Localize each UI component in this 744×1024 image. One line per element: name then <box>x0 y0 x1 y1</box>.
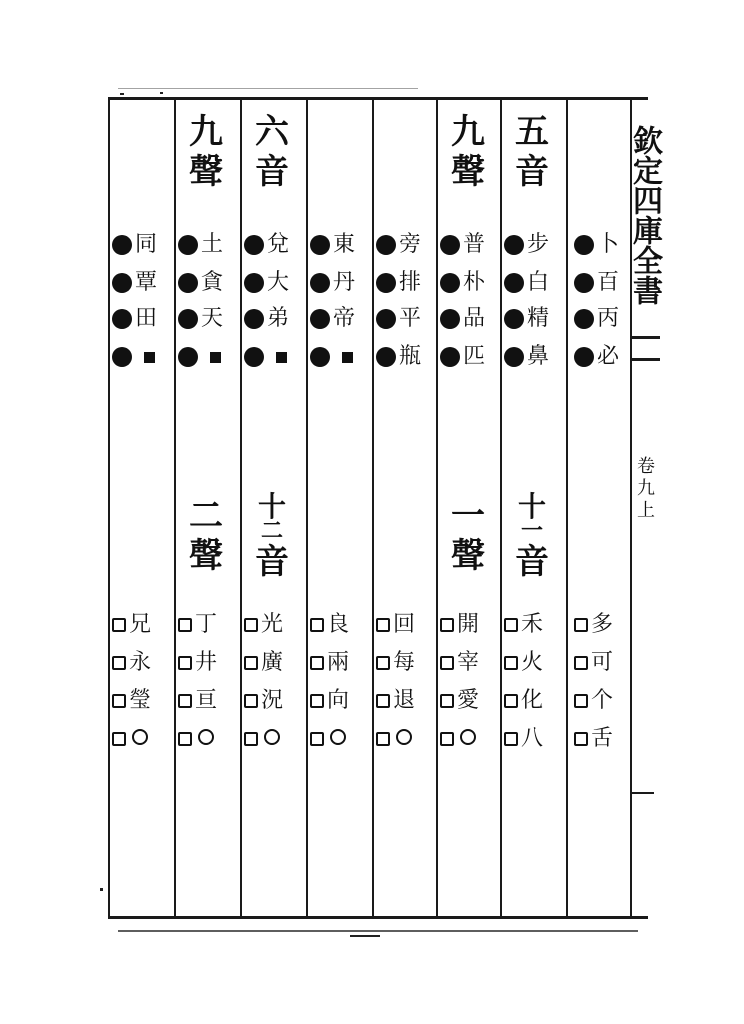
filled-circle-icon <box>244 347 264 367</box>
table-row <box>440 266 488 300</box>
heading-char: 九 <box>189 112 223 152</box>
empty-circle-icon <box>454 722 482 756</box>
empty-square-icon <box>310 732 324 746</box>
rhyme-character: 白 <box>526 270 549 295</box>
column-subheading <box>174 496 238 576</box>
table-row <box>376 646 418 680</box>
scan-speck <box>100 888 103 891</box>
empty-square-icon <box>440 694 454 708</box>
empty-circle-icon <box>198 729 214 745</box>
column-heading <box>174 112 238 192</box>
filled-square-icon <box>210 352 221 363</box>
table-row <box>310 266 358 300</box>
rhyme-character: 化 <box>520 688 543 713</box>
empty-circle-icon <box>126 722 154 756</box>
heading-char: 二 <box>189 496 223 536</box>
scan-speck <box>160 92 163 94</box>
rhyme-character: 舌 <box>590 726 613 751</box>
table-row <box>440 646 482 680</box>
rhyme-character: 退 <box>392 688 415 713</box>
table-row <box>310 302 358 336</box>
table-row <box>574 228 622 262</box>
rhyme-character: 八 <box>520 726 543 751</box>
heading-char: 一 <box>451 496 485 536</box>
rhyme-character: 可 <box>590 650 613 675</box>
table-row <box>440 228 488 262</box>
filled-circle-icon <box>504 273 524 293</box>
empty-square-icon <box>376 732 390 746</box>
heading-char: 聲 <box>451 536 485 576</box>
table-row <box>244 340 292 374</box>
column-subheading <box>436 496 500 576</box>
rhyme-character: 普 <box>462 232 485 257</box>
table-row <box>310 646 352 680</box>
column-divider <box>372 100 374 918</box>
rhyme-character: 大 <box>266 270 289 295</box>
table-row <box>112 340 160 374</box>
rhyme-character: 同 <box>134 232 157 257</box>
empty-square-icon <box>178 694 192 708</box>
filled-circle-icon <box>244 309 264 329</box>
rhyme-character: 永 <box>128 650 151 675</box>
table-row <box>376 228 424 262</box>
rhyme-character: 光 <box>260 612 283 637</box>
table-row <box>244 608 286 642</box>
rhyme-character: 向 <box>326 688 349 713</box>
empty-square-icon <box>244 618 258 632</box>
empty-circle-icon <box>390 722 418 756</box>
filled-square-icon <box>144 352 155 363</box>
heading-char: 六 <box>255 112 289 152</box>
table-row <box>574 722 616 756</box>
empty-square-icon <box>440 732 454 746</box>
table-row <box>112 266 160 300</box>
table-row <box>112 302 160 336</box>
rhyme-character: 火 <box>520 650 543 675</box>
empty-circle-icon <box>192 722 220 756</box>
rhyme-character: 弟 <box>266 306 289 331</box>
table-row <box>504 646 546 680</box>
volume-label <box>634 456 658 522</box>
table-row <box>440 722 482 756</box>
heading-char: 九 <box>451 112 485 152</box>
table-row <box>504 266 552 300</box>
filled-circle-icon <box>244 235 264 255</box>
empty-square-icon <box>178 618 192 632</box>
heading-char: 聲 <box>451 152 485 192</box>
table-row <box>376 684 418 718</box>
rhyme-character: 廣 <box>260 650 283 675</box>
table-row <box>504 608 546 642</box>
empty-square-icon <box>112 656 126 670</box>
table-row <box>112 722 154 756</box>
table-row <box>574 684 616 718</box>
empty-square-icon <box>376 656 390 670</box>
empty-circle-icon <box>324 722 352 756</box>
table-row <box>112 228 160 262</box>
rhyme-character: 貪 <box>200 270 223 295</box>
heading-char: 音 <box>515 152 549 192</box>
rhyme-character: 東 <box>332 232 355 257</box>
filled-circle-icon <box>310 347 330 367</box>
table-row <box>178 646 220 680</box>
heading-char: 音 <box>255 542 289 582</box>
column-heading <box>500 112 564 192</box>
heading-char: 二 <box>260 518 283 544</box>
table-row <box>574 266 622 300</box>
rhyme-character: 平 <box>398 306 421 331</box>
column-divider <box>306 100 308 918</box>
table-row <box>376 722 418 756</box>
title-bar-rule <box>632 336 660 339</box>
table-row <box>310 722 352 756</box>
rhyme-character: 鼻 <box>526 344 549 369</box>
empty-square-icon <box>310 656 324 670</box>
table-row <box>310 684 352 718</box>
rhyme-character: 朴 <box>462 270 485 295</box>
filled-circle-icon <box>178 347 198 367</box>
side-rule <box>632 792 654 794</box>
table-row <box>574 608 616 642</box>
volume-char: 上 <box>637 500 655 521</box>
rhyme-character: 旁 <box>398 232 421 257</box>
filled-circle-icon <box>504 235 524 255</box>
empty-square-icon <box>574 618 588 632</box>
rhyme-character: 兄 <box>128 612 151 637</box>
rhyme-character: 多 <box>590 612 613 637</box>
table-row <box>178 722 220 756</box>
empty-square-icon <box>574 732 588 746</box>
filled-circle-icon <box>112 347 132 367</box>
rhyme-character: 瓶 <box>398 344 421 369</box>
rhyme-character: 況 <box>260 688 283 713</box>
rhyme-character: 回 <box>392 612 415 637</box>
empty-square-icon <box>440 618 454 632</box>
table-row <box>244 646 286 680</box>
rhyme-character: 卜 <box>596 232 619 257</box>
table-row <box>310 608 352 642</box>
table-row <box>440 302 488 336</box>
filled-square-icon <box>342 352 353 363</box>
rhyme-character: 丙 <box>596 306 619 331</box>
table-row <box>376 340 424 374</box>
table-row <box>178 340 226 374</box>
empty-square-icon <box>504 618 518 632</box>
heading-char: 十 <box>517 490 546 523</box>
table-row <box>244 684 286 718</box>
empty-square-icon <box>504 656 518 670</box>
filled-circle-icon <box>440 273 460 293</box>
filled-circle-icon <box>376 309 396 329</box>
volume-char: 九 <box>637 478 655 499</box>
empty-square-icon <box>504 732 518 746</box>
filled-circle-icon <box>574 235 594 255</box>
filled-circle-icon <box>310 309 330 329</box>
empty-square-icon <box>574 694 588 708</box>
column-divider <box>566 100 568 918</box>
empty-square-icon <box>376 618 390 632</box>
table-row <box>504 228 552 262</box>
rhyme-character: 丹 <box>332 270 355 295</box>
table-row <box>178 228 226 262</box>
filled-circle-icon <box>574 309 594 329</box>
heading-char: 聲 <box>189 536 223 576</box>
table-row <box>178 608 220 642</box>
table-row <box>244 722 286 756</box>
empty-square-icon <box>310 694 324 708</box>
rhyme-character: 步 <box>526 232 549 257</box>
rhyme-character: 井 <box>194 650 217 675</box>
filled-square-icon <box>276 352 287 363</box>
scan-speck <box>350 935 380 937</box>
empty-square-icon <box>178 732 192 746</box>
empty-square-icon <box>112 618 126 632</box>
column-heading <box>436 112 500 192</box>
table-row <box>376 302 424 336</box>
empty-square-icon <box>244 656 258 670</box>
filled-circle-icon <box>178 273 198 293</box>
filled-circle-icon <box>504 309 524 329</box>
filled-square-icon <box>330 340 358 374</box>
table-row <box>112 684 154 718</box>
filled-circle-icon <box>178 235 198 255</box>
table-row <box>440 340 488 374</box>
table-row <box>376 266 424 300</box>
heading-char: 音 <box>255 152 289 192</box>
filled-circle-icon <box>244 273 264 293</box>
table-row <box>376 608 418 642</box>
left-border <box>108 98 110 918</box>
table-row <box>504 340 552 374</box>
rhyme-character: 開 <box>456 612 479 637</box>
table-row <box>112 646 154 680</box>
table-row <box>244 302 292 336</box>
table-row <box>178 266 226 300</box>
table-row <box>574 302 622 336</box>
rhyme-character: 精 <box>526 306 549 331</box>
empty-square-icon <box>112 732 126 746</box>
filled-circle-icon <box>310 235 330 255</box>
table-row <box>310 340 358 374</box>
heading-char: 聲 <box>189 152 223 192</box>
rhyme-character: 百 <box>596 270 619 295</box>
empty-circle-icon <box>132 729 148 745</box>
rhyme-character: 覃 <box>134 270 157 295</box>
filled-circle-icon <box>112 309 132 329</box>
rhyme-character: 个 <box>590 688 613 713</box>
rhyme-character: 排 <box>398 270 421 295</box>
filled-circle-icon <box>376 273 396 293</box>
rhyme-character: 兩 <box>326 650 349 675</box>
title-bar-rule <box>632 358 660 361</box>
table-row <box>440 684 482 718</box>
empty-square-icon <box>376 694 390 708</box>
table-row <box>178 684 220 718</box>
rhyme-character: 宰 <box>456 650 479 675</box>
heading-char: 音 <box>515 542 549 582</box>
table-row <box>504 302 552 336</box>
top-border-outer <box>118 88 418 89</box>
filled-circle-icon <box>376 235 396 255</box>
filled-circle-icon <box>440 347 460 367</box>
heading-char: 一 <box>520 518 543 544</box>
heading-char: 十 <box>257 490 286 523</box>
rhyme-character: 禾 <box>520 612 543 637</box>
bottom-border-outer <box>118 930 638 932</box>
rhyme-character: 瑩 <box>128 688 151 713</box>
rhyme-character: 田 <box>134 306 157 331</box>
filled-circle-icon <box>310 273 330 293</box>
filled-circle-icon <box>440 235 460 255</box>
scan-speck <box>120 93 124 95</box>
table-row <box>112 608 154 642</box>
rhyme-character: 土 <box>200 232 223 257</box>
book-title: 欽定四庫全書 <box>627 125 662 305</box>
filled-circle-icon <box>112 273 132 293</box>
rhyme-character: 帝 <box>332 306 355 331</box>
rhyme-character: 每 <box>392 650 415 675</box>
filled-square-icon <box>264 340 292 374</box>
empty-circle-icon <box>396 729 412 745</box>
rhyme-character: 丁 <box>194 612 217 637</box>
empty-square-icon <box>504 694 518 708</box>
empty-square-icon <box>244 732 258 746</box>
empty-circle-icon <box>258 722 286 756</box>
table-row <box>574 646 616 680</box>
empty-circle-icon <box>460 729 476 745</box>
table-row <box>574 340 622 374</box>
empty-square-icon <box>112 694 126 708</box>
empty-square-icon <box>574 656 588 670</box>
rhyme-character: 品 <box>462 306 485 331</box>
table-row <box>310 228 358 262</box>
filled-circle-icon <box>178 309 198 329</box>
rhyme-character: 天 <box>200 306 223 331</box>
column-subheading <box>240 490 304 582</box>
empty-square-icon <box>178 656 192 670</box>
table-row <box>244 228 292 262</box>
filled-circle-icon <box>440 309 460 329</box>
table-row <box>178 302 226 336</box>
heading-char: 五 <box>515 112 549 152</box>
table-row <box>440 608 482 642</box>
column-subheading <box>500 490 564 582</box>
empty-square-icon <box>310 618 324 632</box>
empty-circle-icon <box>330 729 346 745</box>
rhyme-character: 兌 <box>266 232 289 257</box>
filled-square-icon <box>198 340 226 374</box>
empty-circle-icon <box>264 729 280 745</box>
table-row <box>504 722 546 756</box>
table-row <box>244 266 292 300</box>
filled-circle-icon <box>574 273 594 293</box>
volume-char: 卷 <box>637 456 655 477</box>
column-heading <box>240 112 304 192</box>
rhyme-character: 匹 <box>462 344 485 369</box>
rhyme-character: 必 <box>596 344 619 369</box>
filled-square-icon <box>132 340 160 374</box>
rhyme-character: 良 <box>326 612 349 637</box>
empty-square-icon <box>440 656 454 670</box>
filled-circle-icon <box>504 347 524 367</box>
rhyme-character: 愛 <box>456 688 479 713</box>
filled-circle-icon <box>376 347 396 367</box>
empty-square-icon <box>244 694 258 708</box>
filled-circle-icon <box>112 235 132 255</box>
filled-circle-icon <box>574 347 594 367</box>
rhyme-character: 亘 <box>194 688 217 713</box>
table-row <box>504 684 546 718</box>
